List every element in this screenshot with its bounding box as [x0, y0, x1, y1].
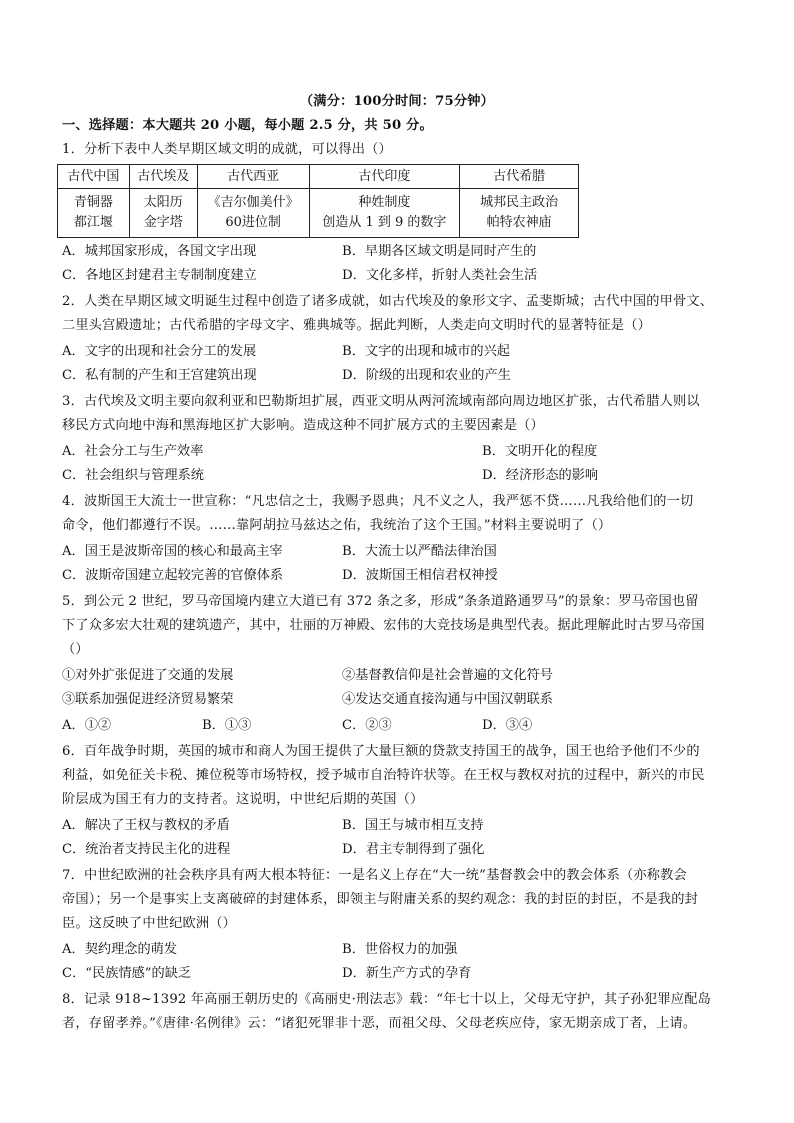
- table-header-cell: 古代印度: [309, 165, 460, 189]
- question-1-stem: 1．分析下表中人类早期区域文明的成就，可以得出（）: [62, 142, 392, 157]
- cell-line: 创造从 1 到 9 的数字: [322, 215, 447, 230]
- cell-line: 金字塔: [143, 215, 183, 230]
- cell-line: 都江堰: [73, 215, 113, 230]
- option-c[interactable]: C．私有制的产生和王宫建筑出现: [62, 368, 257, 383]
- option-c[interactable]: C．波斯帝国建立起较完善的官僚体系: [62, 568, 284, 583]
- option-a[interactable]: A．解决了王权与教权的矛盾: [62, 818, 230, 833]
- question-6-stem: 利益，如免征关卡税、摊位税等市场特权，授予城市自治特许状等。在王权与教权对抗的过程中，新兴的市民: [62, 768, 705, 783]
- question-5-stem: 5．到公元 2 世纪，罗马帝国境内建立大道已有 372 条之多，形成“条条道路通罗马”的景象：罗马帝国也留: [62, 594, 699, 609]
- statement-item: ④发达交通直接沟通与中国汉朝联系: [342, 692, 553, 707]
- table-header-cell: 古代中国: [58, 165, 130, 189]
- question-8-stem: 者，存留孝养。”《唐律·名例律》云：“诸犯死罪非十恶，而祖父母、父母老疾应侍，家无期亲成丁者，上请。: [62, 1016, 697, 1031]
- table-header-cell: 古代埃及: [129, 165, 197, 189]
- statement-item: ③联系加强促进经济贸易繁荣: [62, 692, 234, 707]
- question-3-stem: 移民方式向地中海和黑海地区扩大影响。造成这种不同扩展方式的主要因素是（）: [62, 418, 544, 433]
- cell-line: 60进位制: [225, 215, 281, 230]
- option-c[interactable]: C．统治者支持民主化的进程: [62, 842, 231, 857]
- question-4-stem: 命令，他们都遵行不误。……靠阿胡拉马兹达之佑，我统治了这个王国。”材料主要说明了（）: [62, 518, 612, 533]
- option-c[interactable]: C．各地区封建君主专制制度建立: [62, 268, 257, 283]
- statement-item: ②基督教信仰是社会普遍的文化符号: [342, 668, 553, 683]
- option-b[interactable]: B．文明开化的程度: [482, 444, 598, 459]
- civilization-table: [57, 164, 579, 238]
- question-4-stem: 4．波斯国王大流士一世宣称：“凡忠信之士，我赐予恩典；凡不义之人，我严惩不贷……凡我给他们的一切: [62, 494, 694, 509]
- option-d[interactable]: D．君主专制得到了强化: [342, 842, 485, 857]
- table-row: [58, 189, 579, 238]
- question-3-stem: 3．古代埃及文明主要向叙利亚和巴勒斯坦扩展，西亚文明从两河流域南部向周边地区扩张，古代希腊人则以: [62, 394, 700, 409]
- table-cell: [197, 189, 309, 238]
- option-b[interactable]: B．世俗权力的加强: [342, 942, 458, 957]
- question-2-stem: 2．人类在早期区域文明诞生过程中创造了诸多成就，如古代埃及的象形文字、孟斐斯城；古代中国的甲骨文、: [62, 294, 714, 309]
- cell-line: 城邦民主政治: [480, 195, 559, 210]
- option-b[interactable]: B．大流士以严酷法律治国: [342, 544, 497, 559]
- question-7-stem: 7．中世纪欧洲的社会秩序具有两大根本特征：一是名义上存在“大一统”基督教会中的教会体系（亦称教会: [62, 868, 687, 883]
- option-d[interactable]: D．波斯国王相信君权神授: [342, 568, 498, 583]
- question-6-stem: 6．百年战争时期，英国的城市和商人为国王提供了大量巨额的贷款支持国王的战争，国王也给予他们不少的: [62, 744, 700, 759]
- table-cell: [58, 189, 130, 238]
- table-header-cell: 古代希腊: [460, 165, 579, 189]
- cell-line: 青铜器: [73, 195, 113, 210]
- question-5-stem: （）: [62, 642, 89, 657]
- section-title: 一、选择题：本大题共 20 小题，每小题 2.5 分，共 50 分。: [62, 118, 433, 133]
- question-7-stem: 帝国）；另一个是事实上支离破碎的封建体系，即领主与附庸关系的契约观念：我的封臣的封臣，不是我的封: [62, 892, 698, 907]
- cell-line: 种姓制度: [358, 195, 411, 210]
- option-a[interactable]: A．社会分工与生产效率: [62, 444, 204, 459]
- question-8-stem: 8．记录 918~1392 年高丽王朝历史的《高丽史·刑法志》载：“年七十以上，父母无守护，其子孙犯罪应配岛: [62, 992, 711, 1007]
- question-5-stem: 下了众多宏大壮观的建筑遗产，其中，壮丽的万神殿、宏伟的大竞技场是典型代表。据此理解此时古罗马帝国: [62, 618, 705, 633]
- table-cell: [129, 189, 197, 238]
- option-c[interactable]: C．②③: [342, 718, 392, 733]
- table-header-row: [58, 165, 579, 189]
- option-a[interactable]: A．国王是波斯帝国的核心和最高主宰: [62, 544, 283, 559]
- option-a[interactable]: A．①②: [62, 718, 112, 733]
- question-2-stem: 二里头宫殿遗址；古代希腊的字母文字、雅典城等。据此判断，人类走向文明时代的显著特征是（）: [62, 318, 652, 333]
- question-7-stem: 臣。这反映了中世纪欧洲（）: [62, 916, 237, 931]
- option-c[interactable]: C．“民族情感”的缺乏: [62, 966, 192, 981]
- option-a[interactable]: A．契约理念的萌发: [62, 942, 178, 957]
- option-b[interactable]: B．①③: [202, 718, 252, 733]
- table-cell: [309, 189, 460, 238]
- cell-line: 《吉尔伽美什》: [207, 195, 299, 210]
- cell-line: 太阳历: [143, 195, 183, 210]
- option-b[interactable]: B．国王与城市相互支持: [342, 818, 484, 833]
- option-d[interactable]: D．③④: [482, 718, 533, 733]
- option-a[interactable]: A．文字的出现和社会分工的发展: [62, 344, 257, 359]
- cell-line: 帕特农神庙: [486, 215, 552, 230]
- option-b[interactable]: B．早期各区域文明是同时产生的: [342, 244, 537, 259]
- option-a[interactable]: A．城邦国家形成，各国文字出现: [62, 244, 257, 259]
- statement-item: ①对外扩张促进了交通的发展: [62, 668, 234, 683]
- table-header-cell: 古代西亚: [197, 165, 309, 189]
- option-d[interactable]: D．新生产方式的孕育: [342, 966, 472, 981]
- option-d[interactable]: D．阶级的出现和农业的产生: [342, 368, 511, 383]
- question-6-stem: 阶层成为国王有力的支持者。这说明，中世纪后期的英国（）: [62, 792, 424, 807]
- table-cell: [460, 189, 579, 238]
- score-time-line: （满分：100分时间：75分钟）: [299, 94, 495, 109]
- option-d[interactable]: D．文化多样，折射人类社会生活: [342, 268, 538, 283]
- option-c[interactable]: C．社会组织与管理系统: [62, 468, 204, 483]
- option-b[interactable]: B．文字的出现和城市的兴起: [342, 344, 510, 359]
- option-d[interactable]: D．经济形态的影响: [482, 468, 599, 483]
